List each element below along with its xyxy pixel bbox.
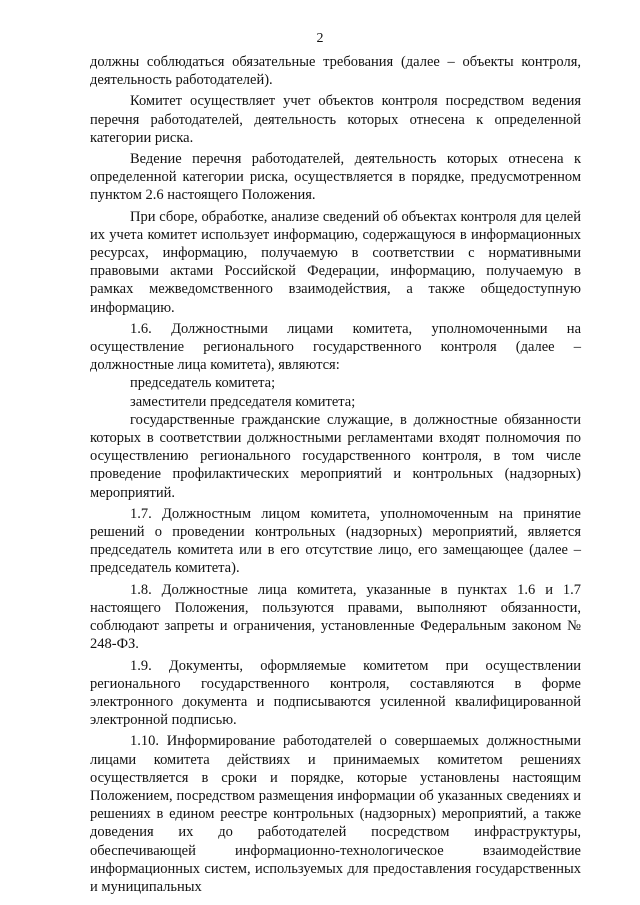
paragraph-register: Ведение перечня работодателей, деятельность которых отнесена к определенной категории риска, осуществляется в порядке, предусмотренном пунктом 2.6 настоящего Положения. (90, 151, 581, 204)
paragraph-information-use: При сборе, обработке, анализе сведений об объектах контроля для целей их учета комитет использует информацию, содержащуюся в информационных ресурсах, информацию, получаемую в соответствии с нормативными правовыми актами Российской Федерации, информацию, получаемую в рамках межведомственного взаимодействия, а также общедоступную информацию. (90, 208, 581, 316)
paragraph-1-7: 1.7. Должностным лицом комитета, уполномоченным на принятие решений о проведении контрольных (надзорных) мероприятий, является председатель комитета или в его отсутствие лицо, его замещающее (далее – председатель комитета). (90, 505, 581, 577)
paragraph-1-9: 1.9. Документы, оформляемые комитетом при осуществлении регионального государственного контроля, составляются в форме электронного документа и подписываются усиленной квалифицированной электронной подписью. (90, 657, 581, 729)
paragraph-accounting: Комитет осуществляет учет объектов контроля посредством ведения перечня работодателей, деятельность которых отнесена к определенной категории риска. (90, 93, 581, 146)
paragraph-objects-continuation: должны соблюдаться обязательные требования (далее – объекты контроля, деятельность работодателей). (90, 54, 581, 89)
page-number: 2 (316, 31, 324, 46)
list-item-deputies: заместители председателя комитета; (130, 393, 356, 410)
list-item-chairman: председатель комитета; (130, 375, 276, 392)
paragraph-1-8: 1.8. Должностные лица комитета, указанные в пунктах 1.6 и 1.7 настоящего Положения, пользуются правами, выполняют обязанности, соблюдают запреты и ограничения, установленные Федеральным законом № 248-ФЗ. (90, 581, 581, 653)
paragraph-1-10: 1.10. Информирование работодателей о совершаемых должностными лицами комитета действиях и принимаемых комитетом решениях осуществляется в сроки и порядке, которые установлены настоящим Положением, посредством размещения информации об указанных сведениях и решениях в едином реестре контрольных (надзорных) мероприятий, а также доведения их до работодателей посредством инфраструктуры, обеспечивающей информационно-технологическое взаимодействие информационных систем, используемых для предоставления государственных и муниципальных (90, 733, 581, 895)
paragraph-1-6: 1.6. Должностными лицами комитета, уполномоченными на осуществление регионального государственного контроля (далее – должностные лица комитета), являются: (90, 320, 581, 374)
list-item-civil-servants: государственные гражданские служащие, в должностные обязанности которых в соответствии должностными регламентами входят полномочия по осуществлению регионального государственного контроля, в том числе проведение профилактических мероприятий и контрольных (надзорных) мероприятий. (90, 411, 581, 501)
document-text (90, 53, 581, 896)
